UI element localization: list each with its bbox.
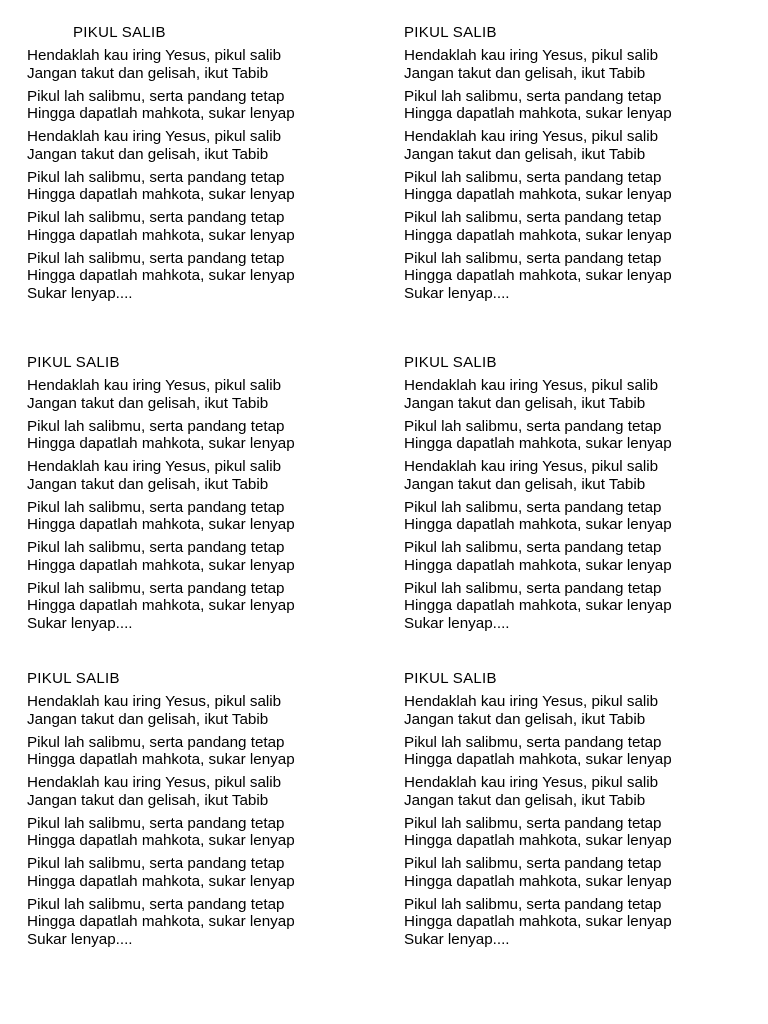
song-title: PIKUL SALIB [404,354,497,371]
lyric-line: Pikul lah salibmu, serta pandang tetap [27,87,285,105]
lyric-line: Jangan takut dan gelisah, ikut Tabib [404,64,646,82]
lyric-line: Jangan takut dan gelisah, ikut Tabib [27,145,269,163]
lyric-line: Hendaklah kau iring Yesus, pikul salib [404,47,659,64]
song-title: PIKUL SALIB [404,24,497,41]
lyrics-body [404,377,754,632]
lyric-line: Jangan takut dan gelisah, ikut Tabib [404,475,646,493]
lyric-line: Pikul lah salibmu, serta pandang tetap [27,539,285,556]
song-title: PIKUL SALIB [73,24,166,41]
lyric-line: Hingga dapatlah mahkota, sukar lenyap [27,435,295,452]
lyric-line: Hingga dapatlah mahkota, sukar lenyap [27,267,295,284]
lyric-line: Hingga dapatlah mahkota, sukar lenyap [404,872,672,890]
lyric-line: Pikul lah salibmu, serta pandang tetap [27,498,285,516]
lyric-line: Pikul lah salibmu, serta pandang tetap [27,249,285,267]
lyric-line: Hingga dapatlah mahkota, sukar lenyap [27,556,295,574]
lyric-line: Jangan takut dan gelisah, ikut Tabib [404,791,646,809]
lyric-block [27,670,377,948]
lyric-line: Pikul lah salibmu, serta pandang tetap [27,417,285,435]
lyrics-body [404,693,754,948]
lyric-line: Hingga dapatlah mahkota, sukar lenyap [27,913,295,930]
lyric-line: Pikul lah salibmu, serta pandang tetap [404,249,662,267]
lyric-line: Jangan takut dan gelisah, ikut Tabib [404,145,646,163]
lyric-block [27,354,377,632]
lyric-line: Pikul lah salibmu, serta pandang tetap [27,209,285,226]
lyrics-body [404,47,754,302]
song-title: PIKUL SALIB [404,670,497,687]
song-title: PIKUL SALIB [27,670,120,687]
lyric-line: Pikul lah salibmu, serta pandang tetap [404,498,662,516]
lyric-line: Pikul lah salibmu, serta pandang tetap [27,855,285,872]
lyric-line: Pikul lah salibmu, serta pandang tetap [404,855,662,872]
lyric-block [27,24,377,302]
lyric-line: Sukar lenyap.... [404,284,510,302]
lyric-line: Sukar lenyap.... [27,614,133,632]
lyrics-body [27,377,377,632]
lyric-line: Pikul lah salibmu, serta pandang tetap [27,168,285,186]
lyric-line: Hingga dapatlah mahkota, sukar lenyap [404,435,672,452]
lyric-line: Pikul lah salibmu, serta pandang tetap [404,895,662,913]
lyric-block [404,354,754,632]
lyric-line: Pikul lah salibmu, serta pandang tetap [27,814,285,832]
lyric-line: Sukar lenyap.... [404,614,510,632]
lyric-line: Sukar lenyap.... [404,930,510,948]
lyric-line: Hingga dapatlah mahkota, sukar lenyap [404,186,672,203]
lyric-line: Jangan takut dan gelisah, ikut Tabib [27,791,269,809]
song-title: PIKUL SALIB [27,354,120,371]
lyric-line: Hingga dapatlah mahkota, sukar lenyap [404,597,672,614]
lyric-line: Hingga dapatlah mahkota, sukar lenyap [404,751,672,768]
lyric-line: Hingga dapatlah mahkota, sukar lenyap [404,516,672,533]
lyric-line: Jangan takut dan gelisah, ikut Tabib [27,475,269,493]
lyric-line: Hingga dapatlah mahkota, sukar lenyap [27,872,295,890]
lyric-line: Hingga dapatlah mahkota, sukar lenyap [404,105,672,122]
lyric-line: Jangan takut dan gelisah, ikut Tabib [27,64,269,82]
lyric-line: Jangan takut dan gelisah, ikut Tabib [27,710,269,728]
lyric-line: Hingga dapatlah mahkota, sukar lenyap [404,832,672,849]
lyric-line: Hingga dapatlah mahkota, sukar lenyap [27,226,295,244]
lyric-line: Hendaklah kau iring Yesus, pikul salib [27,377,282,394]
lyric-line: Hendaklah kau iring Yesus, pikul salib [404,377,659,394]
lyric-line: Pikul lah salibmu, serta pandang tetap [404,539,662,556]
lyric-line: Hingga dapatlah mahkota, sukar lenyap [404,267,672,284]
lyric-line: Hendaklah kau iring Yesus, pikul salib [27,458,282,475]
lyric-line: Pikul lah salibmu, serta pandang tetap [404,417,662,435]
lyric-line: Pikul lah salibmu, serta pandang tetap [404,579,662,597]
lyric-line: Pikul lah salibmu, serta pandang tetap [27,895,285,913]
lyric-line: Hingga dapatlah mahkota, sukar lenyap [404,556,672,574]
lyric-line: Hingga dapatlah mahkota, sukar lenyap [404,226,672,244]
lyrics-body [27,47,377,302]
lyric-line: Pikul lah salibmu, serta pandang tetap [404,87,662,105]
lyric-line: Hingga dapatlah mahkota, sukar lenyap [404,913,672,930]
lyric-line: Pikul lah salibmu, serta pandang tetap [404,209,662,226]
lyric-line: Jangan takut dan gelisah, ikut Tabib [27,394,269,412]
lyric-line: Hendaklah kau iring Yesus, pikul salib [27,693,282,710]
lyric-line: Pikul lah salibmu, serta pandang tetap [27,733,285,751]
lyric-block [404,670,754,948]
lyrics-body [27,693,377,948]
lyric-line: Hingga dapatlah mahkota, sukar lenyap [27,516,295,533]
lyric-line: Hingga dapatlah mahkota, sukar lenyap [27,832,295,849]
lyric-line: Hendaklah kau iring Yesus, pikul salib [27,774,282,791]
lyric-line: Hendaklah kau iring Yesus, pikul salib [27,47,282,64]
lyric-line: Sukar lenyap.... [27,284,133,302]
lyric-line: Hendaklah kau iring Yesus, pikul salib [404,128,659,145]
lyric-line: Pikul lah salibmu, serta pandang tetap [27,579,285,597]
lyric-line: Hingga dapatlah mahkota, sukar lenyap [27,751,295,768]
lyric-line: Jangan takut dan gelisah, ikut Tabib [404,710,646,728]
lyric-line: Hendaklah kau iring Yesus, pikul salib [27,128,282,145]
lyric-line: Hingga dapatlah mahkota, sukar lenyap [27,105,295,122]
lyric-line: Hendaklah kau iring Yesus, pikul salib [404,693,659,710]
lyric-line: Pikul lah salibmu, serta pandang tetap [404,733,662,751]
lyric-block [404,24,754,302]
lyric-line: Sukar lenyap.... [27,930,133,948]
lyric-line: Hendaklah kau iring Yesus, pikul salib [404,458,659,475]
lyric-line: Hingga dapatlah mahkota, sukar lenyap [27,186,295,203]
lyric-line: Jangan takut dan gelisah, ikut Tabib [404,394,646,412]
lyric-line: Pikul lah salibmu, serta pandang tetap [404,814,662,832]
lyric-line: Pikul lah salibmu, serta pandang tetap [404,168,662,186]
lyric-line: Hingga dapatlah mahkota, sukar lenyap [27,597,295,614]
lyric-line: Hendaklah kau iring Yesus, pikul salib [404,774,659,791]
